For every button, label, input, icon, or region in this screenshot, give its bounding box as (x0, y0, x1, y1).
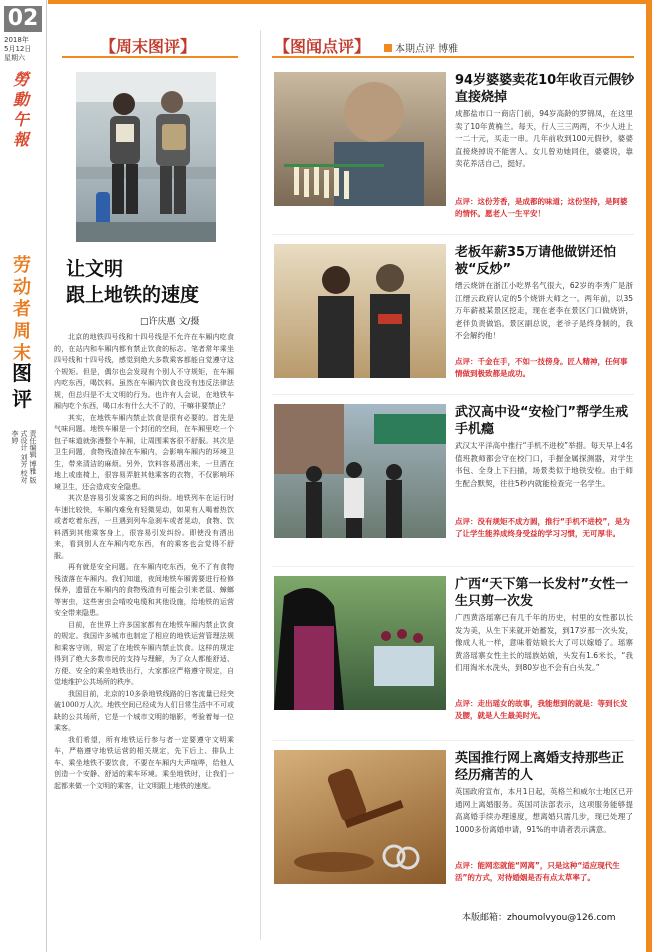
subway-photo-illustration (76, 72, 216, 242)
article-paragraph: 其次是容易引发乘客之间的纠纷。地铁列车在运行时车速比较快，车厢内难免有轻微晃动，如果有人喝着热饮或者吃着东西，一旦遇到列车急刹车或者晃动，食物、饮料洒到其他乘客身上，很容易引发纠纷。即使没有洒出来，看到别人在车厢内吃东西，有的乘客也会觉得不舒服。 (54, 494, 234, 560)
divorce-gavel-photo (274, 750, 446, 884)
left-article-title (66, 256, 236, 308)
issue-date (4, 36, 31, 63)
story-comment: 点评：千金在手，不如一技傍身。匠人精神，任何事情做到极致都是成功。 (455, 357, 628, 378)
story-body: 成都盐市口一商店门前，94岁高龄的罗锦凤，在这里卖了10年黄桷兰。每天，行人三三两两，不少人进上一二十元，买走一串。几年前收到100元假钞，婆婆直接烧掉说不能害人。女儿曾劝她同住，婆婆说，靠卖花养活自己，挺好。 (455, 109, 633, 168)
page-sidebar (0, 0, 47, 952)
long-hair-illustration (274, 576, 446, 710)
story-body: 武汉太平洋高中推行“手机不进校”举措。每天早上4名值班教师都会守在校门口，手握金属探测器，对学生书包、全身上下扫描，场景类似于地铁安检。由于师生配合默契，往往5秒内就能检查完一名学生。 (455, 441, 633, 488)
date-day: 5月12日 (4, 45, 32, 53)
article-byline: □许庆惠 文/摄 (140, 317, 200, 327)
story-divider (272, 394, 634, 395)
story-divider (272, 740, 634, 741)
story-title: 英国推行网上离婚支持那些正经历痛苦的人 (455, 751, 625, 783)
story-title: 94岁婆婆卖花10年收百元假钞直接烧掉 (455, 73, 635, 105)
school-security-illustration (274, 404, 446, 538)
story-title: 广西“天下第一长发村”女性一生只剪一次发 (455, 577, 629, 609)
subway-passengers-photo (76, 72, 216, 242)
editor-credits: 责任编辑 博雅 版式设计 刘芳 校对 李婷 (11, 430, 37, 484)
story-body: 广西黄洛瑶寨已有几千年的历史，村里的女性都以长发为美，从生下来就开始蓄发，到17岁那一次头发，像成人礼一样，意味着姑娘长大了可以嫁婚了。瑶寨黄洛瑶寨女性主长的瑶族姑娘，头发有1.6米长，“我们用淘米水洗头，到80岁也不会有白头发。” (455, 613, 633, 672)
story-body: 缙云烧饼在浙江小吃界名气很大，62岁的李秀广是浙江缙云政府认定的5个烧饼大师之一。两年前，以35万年薪被某景区挖走，现在老李在景区门口做烧饼，老伴负责做馅。景区副总说，老爷子是终身制的，我不会解约他！ (455, 281, 633, 340)
left-header-rule (62, 56, 238, 58)
date-weekday: 星期六 (4, 54, 25, 62)
bakers-photo (274, 244, 446, 378)
section-title: 图评 (12, 361, 32, 411)
story-comment: 点评：没有规矩不成方圆，推行“手机不进校”，是为了让学生能养成终身受益的学习习惯，无可厚非。 (455, 517, 630, 538)
left-column-header: 【周末图评】 (100, 37, 197, 56)
article-paragraph: 目前，在世界上许多国家都有在地铁车厢内禁止饮食的规定。我国许多城市也制定了相应的地铁运营管理法规和乘客守则，规定了在地铁车厢内禁止饮食。这样的规定得到了绝大多数市民的支持与理解，为了众人都能舒适、方便、安全的乘坐地铁出行，大家都应严格遵守规定，自觉地维护公共场所的秩序。 (54, 620, 234, 686)
right-accent-bar (646, 0, 652, 952)
title-line-1: 让文明 (66, 258, 124, 280)
newspaper-logo: 勞動午報 (12, 70, 29, 149)
commentary-credit-text: 本期点评 博雅 (395, 44, 459, 55)
story-title: 武汉高中设“安检门”帮学生戒手机瘾 (455, 405, 629, 437)
date-year: 2018年 (4, 36, 29, 44)
column-title: 劳动者周末 (13, 255, 31, 364)
article-paragraph: 北京的地铁四号线和十四号线是不允许在车厢内吃食的，在站内和车厢内都有禁止饮食的标志。笔者常年乘坐四号线和十四号线，感觉到绝大多数乘客都能自觉遵守这个规矩。但是，偶尔也会发现有个别人不守规矩，在车厢内吃东西，喝饮料。虽然在车厢内饮食也没有违反法律法规，但总归是不太文明的行为。也许有人会说，在地铁车厢内吃个东西，喝口水有什么大不了的，干嘛非要禁止？ (54, 333, 234, 410)
right-column-header: 【图闻点评】 (274, 37, 371, 56)
story-divider (272, 566, 634, 567)
story-comment: 点评：能网恋就能“网离”，只是这种“适应现代生活”的方式，对待婚姻是否有点太草率了。 (455, 861, 620, 882)
school-security-photo (274, 404, 446, 538)
right-header-rule (272, 56, 634, 58)
story-divider (272, 234, 634, 235)
column-separator (260, 30, 261, 940)
section-email: 本版邮箱：zhoumolvyou@126.com (462, 913, 616, 923)
article-paragraph: 其实，在地铁车厢内禁止饮食是很有必要的。首先是气味问题。地铁车厢是一个封闭的空间，在车厢里吃一个包子味道就弥漫整个车厢，让周围乘客很不舒服。其次是卫生问题，食物残渣掉在车厢内，会影响车厢内的环境卫生，带来清洁的麻烦。另外，饮料容易洒出来，一旦洒在地上或座椅上，很容易弄脏其他乘客的衣物，不仅影响环境卫生，还会造成安全隐患。 (54, 413, 234, 491)
long-hair-village-photo (274, 576, 446, 710)
story-comment: 点评：走出瑶女的故事，我能想到的就是：等到长发及腰，就是人生最美时光。 (455, 699, 628, 720)
top-accent-bar (48, 0, 652, 4)
title-line-2: 跟上地铁的速度 (66, 284, 200, 306)
flower-seller-photo (274, 72, 446, 206)
story-body: 英国政府宣布，本月1日起，英格兰和威尔士地区已开通网上离婚服务。英国司法部表示，这项服务能够提高离婚手续办理速度，想离婚只需几步，现已处理了1000多份离婚申请，91%的申请者表示满意。 (455, 787, 633, 834)
bakers-illustration (274, 244, 446, 378)
square-bullet-icon (384, 44, 392, 52)
story-title: 老板年薪35万请他做饼还怕被“反炒” (455, 245, 617, 277)
page-number: 02 (4, 6, 42, 32)
flower-seller-illustration (274, 72, 446, 206)
article-paragraph: 我们希望，所有地铁运行参与者一定要遵守文明乘车，严格遵守地铁运营的相关规定，先下后上、排队上车、乘坐地铁不要饮食，不要在车厢内大声喧哗，给他人创造一个安静、舒适的乘车环境。乘坐地铁时，让我们一起都来做一个文明的乘客，让文明跟上地铁的速度。 (54, 735, 234, 790)
article-paragraph: 再有就是安全问题。在车厢内吃东西，免不了有食物残渣落在车厢内。我们知道，夜间地铁车厢需要进行检修保养，遗留在车厢内的食物残渣有可能会引来老鼠、蟑螂等害虫，这些害虫会啃咬电缆和其他设施，给地铁的运营安全带来隐患。 (54, 563, 234, 617)
story-comment: 点评：这份芳香，是成都的味道；这份坚持，是阿婆的情怀。愿老人一生平安！ (455, 197, 628, 218)
gavel-rings-illustration (274, 750, 446, 884)
commentary-credit (384, 40, 458, 55)
article-paragraph: 我国目前，北京的10多条地铁线路的日客流量已经突破1000万人次。地铁空间已经成为人们日常生活中不可或缺的公共场所，它是一个城市文明的缩影，考验着每一位乘客。 (54, 689, 234, 732)
left-article-body (54, 332, 234, 944)
